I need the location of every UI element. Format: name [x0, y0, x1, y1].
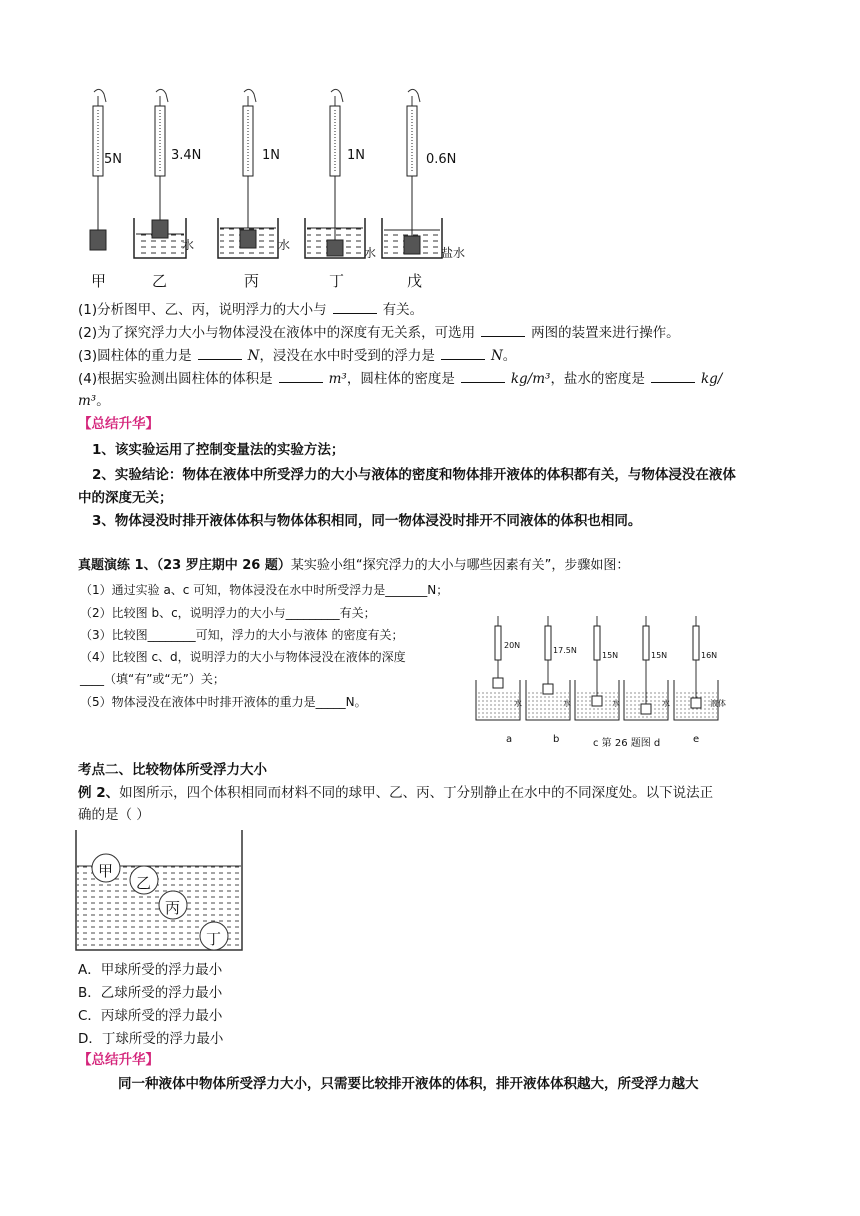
- scale-bing: [218, 89, 278, 258]
- question-3: (3)圆柱体的重力是 N，浸没在水中时受到的浮力是 N。: [78, 345, 516, 366]
- liquid-ding: 水: [364, 246, 377, 260]
- label-ding: 丁: [329, 272, 345, 290]
- practice-line-5: ____（填“有”或“无”）关；: [80, 672, 225, 686]
- summary-title-1: 【总结升华】: [78, 416, 159, 432]
- practice-heading: 真题演练 1、（23 罗庄期中 26 题）某实验小组“探究浮力的大小与哪些因素有关”，步骤如图：: [78, 558, 630, 573]
- blank-1[interactable]: [333, 299, 377, 314]
- label-jia: 甲: [91, 272, 107, 290]
- reading-ding: 1N: [347, 148, 365, 163]
- liquid-wu: 盐水: [441, 246, 466, 260]
- option-a[interactable]: A．甲球所受的浮力最小: [78, 962, 223, 978]
- practice-figure: [470, 612, 730, 724]
- practice-liquid-e: 液体: [710, 699, 726, 708]
- ball-ding: 丁: [206, 930, 222, 948]
- summary-item-2: 2、实验结论：物体在液体中所受浮力的大小与液体的密度和物体排开液体的体积都有关，与物体浸没在液体: [92, 467, 736, 483]
- reading-wu: 0.6N: [426, 152, 457, 167]
- practice-line-6: （5）物体浸没在液体中时排开液体的重力是_____N。: [80, 695, 367, 709]
- practice-line-4: （4）比较图 c、d，说明浮力的大小与物体浸没在液体的深度: [80, 650, 406, 664]
- ball-jia: 甲: [98, 862, 114, 880]
- blank-4b[interactable]: [461, 368, 505, 383]
- practice-liquid-b: 水: [563, 699, 571, 708]
- summary-item-1: 1、该实验运用了控制变量法的实验方法；: [92, 442, 345, 458]
- practice-liquid-c: 水: [612, 699, 620, 708]
- question-4-cont: m³。: [78, 393, 110, 409]
- label-bing: 丙: [244, 272, 260, 290]
- practice-label-a: a: [506, 734, 513, 745]
- liquid-bing: 水: [278, 238, 291, 252]
- scale-jia: [90, 89, 106, 250]
- summary-item-3: 3、物体浸没时排开液体体积与物体体积相同，同一物体浸没时排开不同液体的体积也相同。: [92, 513, 642, 529]
- option-d[interactable]: D．丁球所受的浮力最小: [78, 1031, 224, 1047]
- question-1: (1)分析图甲、乙、丙，说明浮力的大小与 有关。: [78, 299, 423, 320]
- spring-scale-figure: [70, 88, 490, 288]
- reading-bing: 1N: [262, 148, 280, 163]
- section-title: 考点二、比较物体所受浮力大小: [78, 762, 267, 778]
- practice-line-3: （3）比较图________可知，浮力的大小与液体 的密度有关；: [80, 628, 404, 642]
- practice-reading-c: 15N: [602, 651, 619, 660]
- practice-liquid-a: 水: [514, 699, 522, 708]
- reading-yi: 3.4N: [171, 148, 202, 163]
- practice-label-b: b: [553, 734, 560, 745]
- practice-label-e: e: [693, 734, 700, 745]
- question-4: (4)根据实验测出圆柱体的体积是 m³，圆柱体的密度是 kg/m³，盐水的密度是 kg/: [78, 368, 722, 389]
- practice-line-1: （1）通过实验 a、c 可知，物体浸没在水中时所受浮力是_______N；: [80, 583, 449, 597]
- question-2: (2)为了探究浮力大小与物体浸没在液体中的深度有无关系，可选用 两图的装置来进行操作。: [78, 322, 680, 343]
- summary-title-2: 【总结升华】: [78, 1052, 159, 1068]
- blank-3b[interactable]: [441, 345, 485, 360]
- practice-label-cd: c 第 26 题图 d: [593, 738, 661, 749]
- summary-text-2: 同一种液体中物体所受浮力大小，只需要比较排开液体的体积，排开液体体积越大，所受浮力越大: [118, 1076, 699, 1092]
- summary-item-2-cont: 中的深度无关；: [78, 490, 173, 506]
- example-2-cont: 确的是（ ）: [78, 807, 150, 823]
- practice-liquid-d: 水: [662, 699, 670, 708]
- liquid-yi: 水: [182, 238, 195, 252]
- label-yi: 乙: [152, 272, 168, 290]
- reading-jia: 5N: [104, 152, 122, 167]
- blank-2[interactable]: [481, 322, 525, 337]
- blank-4a[interactable]: [279, 368, 323, 383]
- practice-reading-d: 15N: [651, 651, 668, 660]
- scale-yi: [134, 89, 186, 258]
- scale-ding: [305, 89, 365, 258]
- ball-yi: 乙: [136, 874, 152, 892]
- blank-3a[interactable]: [198, 345, 242, 360]
- practice-line-2: （2）比较图 b、c，说明浮力的大小与_________有关；: [80, 606, 376, 620]
- practice-reading-a: 20N: [504, 641, 521, 650]
- option-c[interactable]: C．丙球所受的浮力最小: [78, 1008, 223, 1024]
- label-wu: 戊: [407, 272, 423, 290]
- practice-reading-e: 16N: [701, 651, 718, 660]
- scale-wu: [382, 89, 442, 258]
- option-b[interactable]: B．乙球所受的浮力最小: [78, 985, 223, 1001]
- practice-reading-b: 17.5N: [553, 646, 577, 655]
- ball-bing: 丙: [165, 899, 181, 917]
- example-2: 例 2、如图所示，四个体积相同而材料不同的球甲、乙、丙、丁分别静止在水中的不同深度处。以下说法正: [78, 785, 714, 801]
- blank-4c[interactable]: [651, 368, 695, 383]
